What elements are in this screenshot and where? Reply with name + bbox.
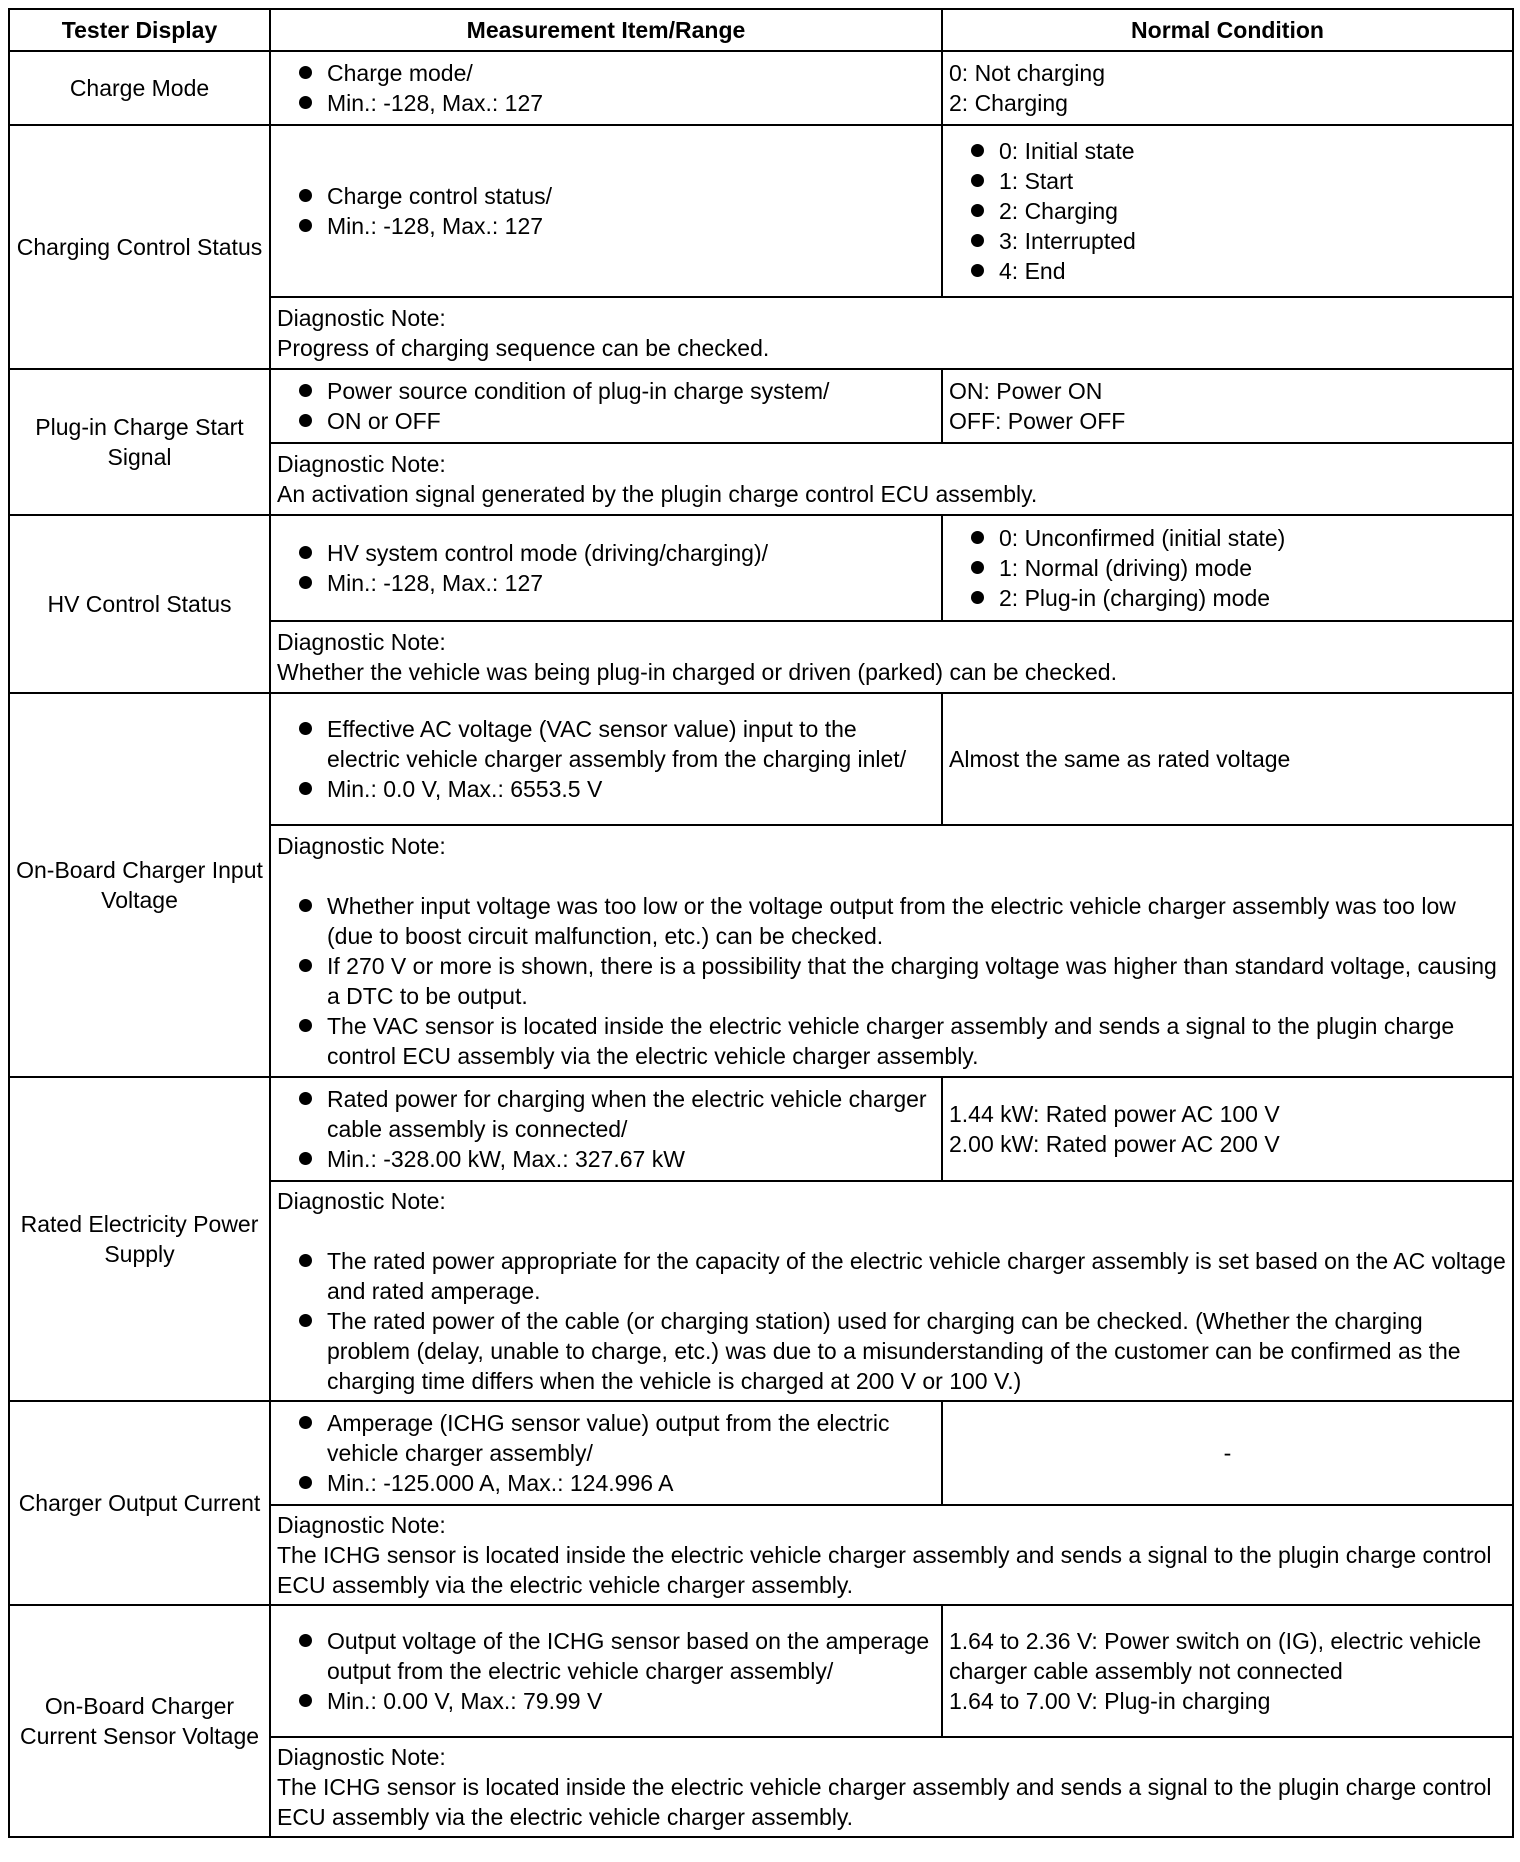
measurement-cell	[270, 1077, 942, 1181]
table-row	[9, 51, 1513, 125]
normal-item: 4: End	[949, 256, 1506, 286]
diagnostic-note-text: An activation signal generated by the plugin charge control ECU assembly.	[277, 481, 1038, 507]
tester-display-cell: HV Control Status	[9, 515, 270, 693]
measurement-item: Rated power for charging when the electric vehicle charger cable assembly is connected/	[277, 1084, 935, 1144]
diagnostic-note-text: Whether the vehicle was being plug-in charged or driven (parked) can be checked.	[277, 659, 1117, 685]
measurement-item: Amperage (ICHG sensor value) output from the electric vehicle charger assembly/	[277, 1408, 935, 1468]
measurement-item: Min.: -128, Max.: 127	[277, 568, 935, 598]
diagnostic-note-label: Diagnostic Note:	[277, 1188, 446, 1214]
tester-display-cell: Charging Control Status	[9, 125, 270, 369]
diagnostic-note-cell	[270, 825, 1513, 1077]
measurement-item: Min.: 0.0 V, Max.: 6553.5 V	[277, 774, 935, 804]
normal-item: 1: Normal (driving) mode	[949, 553, 1506, 583]
normal-condition-cell	[942, 1605, 1513, 1737]
normal-item: 2: Plug-in (charging) mode	[949, 583, 1506, 613]
diagnostic-note-text: The ICHG sensor is located inside the electric vehicle charger assembly and sends a signal to the plugin charge control ECU assembly via the electric vehicle charger assembly.	[277, 1542, 1492, 1598]
diagnostic-note-label: Diagnostic Note:	[277, 629, 446, 655]
measurement-item: Min.: 0.00 V, Max.: 79.99 V	[277, 1686, 935, 1716]
diagnostic-note-label: Diagnostic Note:	[277, 1744, 446, 1770]
diagnostic-note-label: Diagnostic Note:	[277, 305, 446, 331]
measurement-item: Min.: -128, Max.: 127	[277, 88, 935, 118]
tester-display-cell: On-Board Charger Input Voltage	[9, 693, 270, 1077]
diagnostic-note-text: The ICHG sensor is located inside the electric vehicle charger assembly and sends a signal to the plugin charge control ECU assembly via the electric vehicle charger assembly.	[277, 1774, 1492, 1830]
normal-item: 0: Unconfirmed (initial state)	[949, 523, 1506, 553]
diagnostic-note-text: Progress of charging sequence can be checked.	[277, 335, 770, 361]
diagnostic-note-cell	[270, 621, 1513, 693]
diagnostic-note-item: Whether input voltage was too low or the voltage output from the electric vehicle charger assembly was too low (due to boost circuit malfunction, etc.) can be checked.	[277, 891, 1506, 951]
normal-line: 1.64 to 7.00 V: Plug-in charging	[949, 1688, 1271, 1714]
measurement-item: ON or OFF	[277, 406, 935, 436]
normal-line: 2: Charging	[949, 90, 1068, 116]
normal-line: 0: Not charging	[949, 60, 1105, 86]
header-row	[9, 9, 1513, 51]
normal-item: 1: Start	[949, 166, 1506, 196]
normal-condition-cell: -	[942, 1401, 1513, 1505]
tester-display-cell: Plug-in Charge Start Signal	[9, 369, 270, 515]
measurement-cell	[270, 693, 942, 825]
measurement-cell	[270, 125, 942, 297]
note-spacer	[277, 861, 1506, 891]
measurement-item: Output voltage of the ICHG sensor based on the amperage output from the electric vehicle charger assembly/	[277, 1626, 935, 1686]
table-row	[9, 693, 1513, 825]
diagnostic-note-item: If 270 V or more is shown, there is a possibility that the charging voltage was higher than standard voltage, causing a DTC to be output.	[277, 951, 1506, 1011]
measurement-item: Min.: -125.000 A, Max.: 124.996 A	[277, 1468, 935, 1498]
normal-condition-cell	[942, 515, 1513, 621]
measurement-item: Min.: -328.00 kW, Max.: 327.67 kW	[277, 1144, 935, 1174]
table-row	[9, 369, 1513, 443]
diagnostic-note-item: The rated power of the cable (or charging station) used for charging can be checked. (Whether the charging problem (delay, unable to charge, etc.) was due to a misunderstanding of the customer can be confirmed as the charging time differs when the vehicle is charged at 200 V or 100 V.)	[277, 1306, 1506, 1396]
measurement-item: Effective AC voltage (VAC sensor value) input to the electric vehicle charger assembly from the charging inlet/	[277, 714, 935, 774]
normal-line: ON: Power ON	[949, 378, 1103, 404]
tester-display-cell: On-Board Charger Current Sensor Voltage	[9, 1605, 270, 1837]
measurement-cell	[270, 51, 942, 125]
diagnostic-note-label: Diagnostic Note:	[277, 1512, 446, 1538]
measurement-cell	[270, 515, 942, 621]
normal-line: 1.44 kW: Rated power AC 100 V	[949, 1101, 1280, 1127]
normal-line: 2.00 kW: Rated power AC 200 V	[949, 1131, 1280, 1157]
measurement-item: Min.: -128, Max.: 127	[277, 211, 935, 241]
tester-display-table	[8, 8, 1514, 1838]
normal-condition-cell	[942, 125, 1513, 297]
diagnostic-note-cell	[270, 1737, 1513, 1837]
diagnostic-note-cell	[270, 297, 1513, 369]
normal-item: 3: Interrupted	[949, 226, 1506, 256]
header-tester-display: Tester Display	[9, 9, 270, 51]
diagnostic-note-label: Diagnostic Note:	[277, 833, 446, 859]
diagnostic-note-label: Diagnostic Note:	[277, 451, 446, 477]
table-row	[9, 1077, 1513, 1181]
table-row	[9, 1605, 1513, 1737]
measurement-cell	[270, 1401, 942, 1505]
measurement-cell	[270, 369, 942, 443]
diagnostic-note-item: The rated power appropriate for the capacity of the electric vehicle charger assembly is set based on the AC voltage and rated amperage.	[277, 1246, 1506, 1306]
normal-condition-cell: Almost the same as rated voltage	[942, 693, 1513, 825]
tester-display-table-page	[8, 8, 1512, 1838]
diagnostic-note-cell	[270, 443, 1513, 515]
normal-condition-cell	[942, 1077, 1513, 1181]
header-normal-condition: Normal Condition	[942, 9, 1513, 51]
tester-display-cell: Rated Electricity Power Supply	[9, 1077, 270, 1401]
table-row	[9, 1401, 1513, 1505]
normal-line: OFF: Power OFF	[949, 408, 1126, 434]
measurement-item: Power source condition of plug-in charge system/	[277, 376, 935, 406]
measurement-item: HV system control mode (driving/charging)/	[277, 538, 935, 568]
tester-display-cell: Charger Output Current	[9, 1401, 270, 1605]
tester-display-cell: Charge Mode	[9, 51, 270, 125]
normal-item: 2: Charging	[949, 196, 1506, 226]
normal-item: 0: Initial state	[949, 136, 1506, 166]
diagnostic-note-cell	[270, 1181, 1513, 1401]
diagnostic-note-cell	[270, 1505, 1513, 1605]
table-row	[9, 125, 1513, 297]
normal-condition-cell	[942, 51, 1513, 125]
measurement-item: Charge mode/	[277, 58, 935, 88]
measurement-item: Charge control status/	[277, 181, 935, 211]
measurement-cell	[270, 1605, 942, 1737]
normal-condition-cell	[942, 369, 1513, 443]
note-spacer	[277, 1216, 1506, 1246]
table-row	[9, 515, 1513, 621]
normal-line: 1.64 to 2.36 V: Power switch on (IG), electric vehicle charger cable assembly not connected	[949, 1628, 1482, 1684]
diagnostic-note-item: The VAC sensor is located inside the electric vehicle charger assembly and sends a signal to the plugin charge control ECU assembly via the electric vehicle charger assembly.	[277, 1011, 1506, 1071]
header-measurement: Measurement Item/Range	[270, 9, 942, 51]
